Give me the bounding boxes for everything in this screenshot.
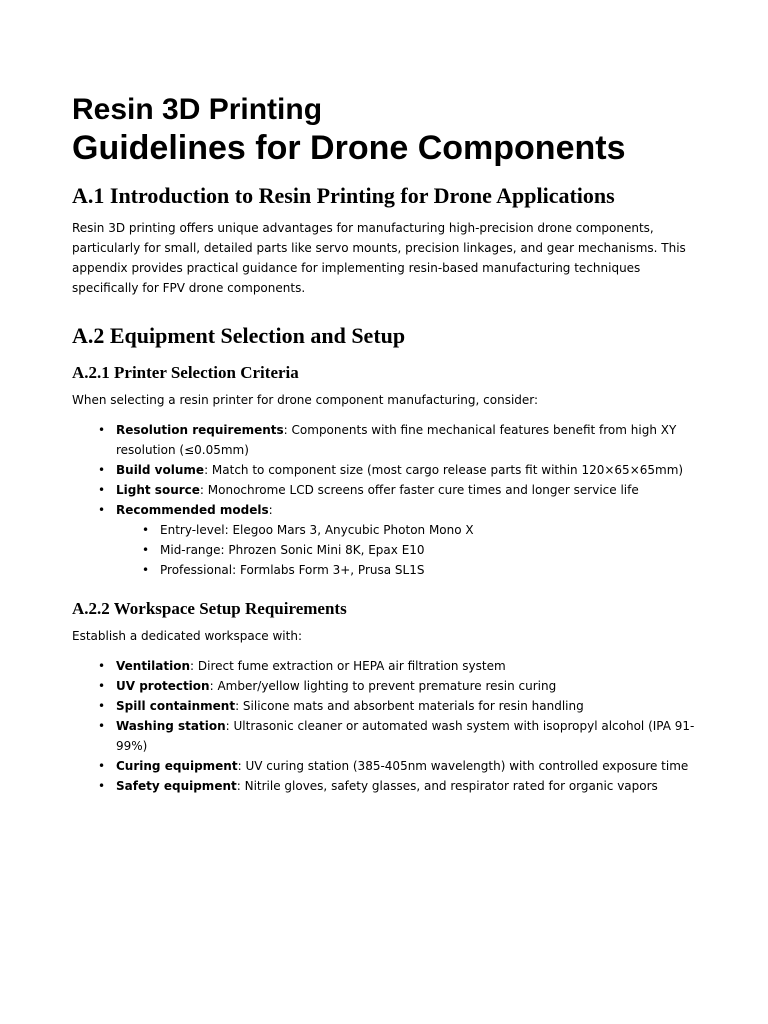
list-item: [116, 756, 698, 776]
list-item-text: : Ultrasonic cleaner or automated wash system with isopropyl alcohol (IPA 91-99%): [116, 719, 695, 753]
list-item-text: : Silicone mats and absorbent materials for resin handling: [235, 699, 584, 713]
section-a2-heading: A.2 Equipment Selection and Setup: [72, 323, 406, 348]
recommended-models-list: [116, 520, 698, 580]
list-item: • Mid-range: Phrozen Sonic Mini 8K, Epax E10: [160, 540, 698, 560]
list-item-label: Resolution requirements: [116, 423, 284, 437]
list-item-label: Recommended models: [116, 503, 269, 517]
section-a1-heading: A.1 Introduction to Resin Printing for Drone Applications: [72, 183, 615, 208]
section-a21-heading: A.2.1 Printer Selection Criteria: [72, 363, 299, 382]
list-item-text: : Nitrile gloves, safety glasses, and respirator rated for organic vapors: [236, 779, 658, 793]
list-item-label: Spill containment: [116, 699, 236, 713]
list-item-text: : UV curing station (385-405nm wavelength) with controlled exposure time: [237, 759, 689, 773]
list-item: [116, 716, 698, 756]
workspace-requirements-list: [72, 656, 698, 796]
list-item: [116, 696, 698, 716]
list-item-label: Washing station: [116, 719, 226, 733]
list-item-label: Curing equipment: [116, 759, 238, 773]
list-item: • Professional: Formlabs Form 3+, Prusa SL1S: [160, 560, 698, 580]
list-item-text: : Match to component size (most cargo release parts fit within 120×65×65mm): [204, 463, 684, 477]
list-item-label: Light source: [116, 483, 200, 497]
list-item: [116, 420, 698, 460]
list-item: [116, 480, 698, 500]
list-item: [116, 500, 698, 580]
list-item-label: Ventilation: [116, 659, 191, 673]
list-item: [116, 460, 698, 480]
list-item: [116, 776, 698, 796]
list-item: • Entry-level: Elegoo Mars 3, Anycubic Photon Mono X: [160, 520, 698, 540]
list-item-label: Safety equipment: [116, 779, 237, 793]
list-item: [116, 656, 698, 676]
list-item-label: Build volume: [116, 463, 205, 477]
list-item-text: : Monochrome LCD screens offer faster cure times and longer service life: [199, 483, 639, 497]
document-title-line1: Resin 3D Printing: [72, 93, 323, 126]
section-a21-intro: When selecting a resin printer for drone component manufacturing, consider:: [72, 393, 539, 407]
list-item-text: : Direct fume extraction or HEPA air filtration system: [190, 659, 506, 673]
printer-criteria-list: [72, 420, 698, 580]
document-title-line2: Guidelines for Drone Components: [72, 129, 626, 167]
list-item-text: :: [268, 503, 273, 517]
list-item-text: : Components with fine mechanical features benefit from high XY resolution (≤0.05mm): [116, 423, 677, 457]
section-a22-heading: A.2.2 Workspace Setup Requirements: [72, 599, 347, 618]
list-item-text: : Amber/yellow lighting to prevent premature resin curing: [209, 679, 557, 693]
list-item: [116, 676, 698, 696]
section-a1-paragraph: Resin 3D printing offers unique advantages for manufacturing high-precision drone components, particularly for small, detailed parts like servo mounts, precision linkages, and gear mechanisms. This appendix provides practical guidance for implementing resin-based manufacturing techniques specifically for FPV drone components.: [72, 221, 686, 295]
list-item-label: UV protection: [116, 679, 210, 693]
section-a22-intro: Establish a dedicated workspace with:: [72, 629, 302, 643]
